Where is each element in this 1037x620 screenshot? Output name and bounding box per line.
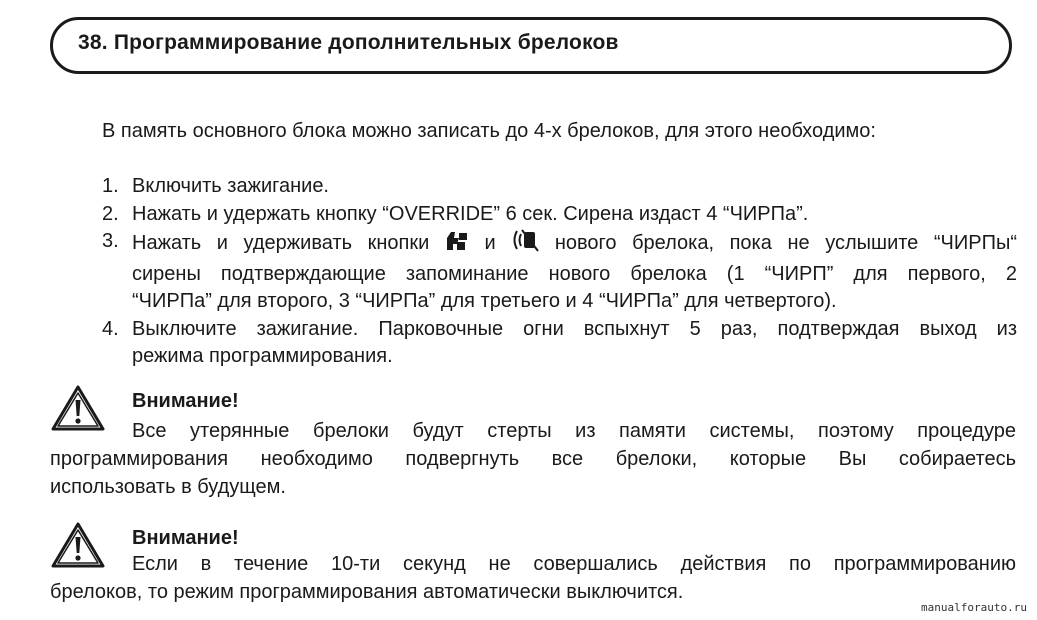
car-unlock-icon — [445, 230, 469, 261]
step-text-part: Нажать и удерживать кнопки — [132, 232, 430, 254]
warning-text — [50, 417, 1016, 501]
steps-list — [102, 173, 1017, 371]
list-item — [102, 201, 1017, 229]
warning-text — [50, 550, 1016, 606]
step-text-line: “ЧИРПа” для второго, 3 “ЧИРПа” для третьего и 4 “ЧИРПа” для четвертого). — [132, 290, 837, 312]
list-item — [102, 316, 1017, 371]
intro-text: В память основного блока можно записать до 4-х брелоков, для этого необходимо: — [102, 120, 876, 142]
warning-title: Внимание! — [132, 527, 239, 549]
warning-text-line: программирования необходимо подвергнуть все брелоки, которые Вы собираетесь — [50, 448, 1016, 470]
step-text-line: Выключите зажигание. Парковочные огни вспыхнут 5 раз, подтверждая выход из — [132, 317, 1017, 340]
warning-text-line: Все утерянные брелоки будут стерты из памяти системы, поэтому процедуре — [132, 420, 1016, 442]
step-text-part: нового брелока, пока не услышите “ЧИРПы“ — [554, 232, 1017, 254]
step-text-line: сирены подтверждающие запоминание нового брелока (1 “ЧИРП” для первого, 2 — [132, 262, 1017, 285]
warning-text-line: брелоков, то режим программирования автоматически выключится. — [50, 581, 684, 603]
warning-text-line: Если в течение 10-ти секунд не совершались действия по программированию — [132, 553, 1016, 575]
siren-mute-icon — [511, 228, 539, 261]
watermark: manualforauto.ru — [921, 601, 1027, 614]
step-text — [132, 316, 1017, 371]
section-title: 38. Программирование дополнительных брелоков — [78, 31, 619, 54]
step-text — [132, 228, 1017, 316]
step-number: 2. — [102, 202, 119, 225]
warning-title: Внимание! — [132, 390, 239, 412]
step-text-part: и — [484, 232, 496, 254]
list-item — [102, 173, 1017, 201]
step-text: Нажать и удержать кнопку “OVERRIDE” 6 сек. Сирена издаст 4 “ЧИРПа”. — [132, 202, 809, 225]
warning-text-line: использовать в будущем. — [50, 476, 286, 498]
step-text: Включить зажигание. — [132, 175, 329, 197]
list-item — [102, 228, 1017, 316]
step-number: 3. — [102, 230, 119, 252]
step-number: 1. — [102, 175, 119, 197]
step-text-line: режима программирования. — [132, 345, 393, 367]
step-number: 4. — [102, 317, 119, 340]
